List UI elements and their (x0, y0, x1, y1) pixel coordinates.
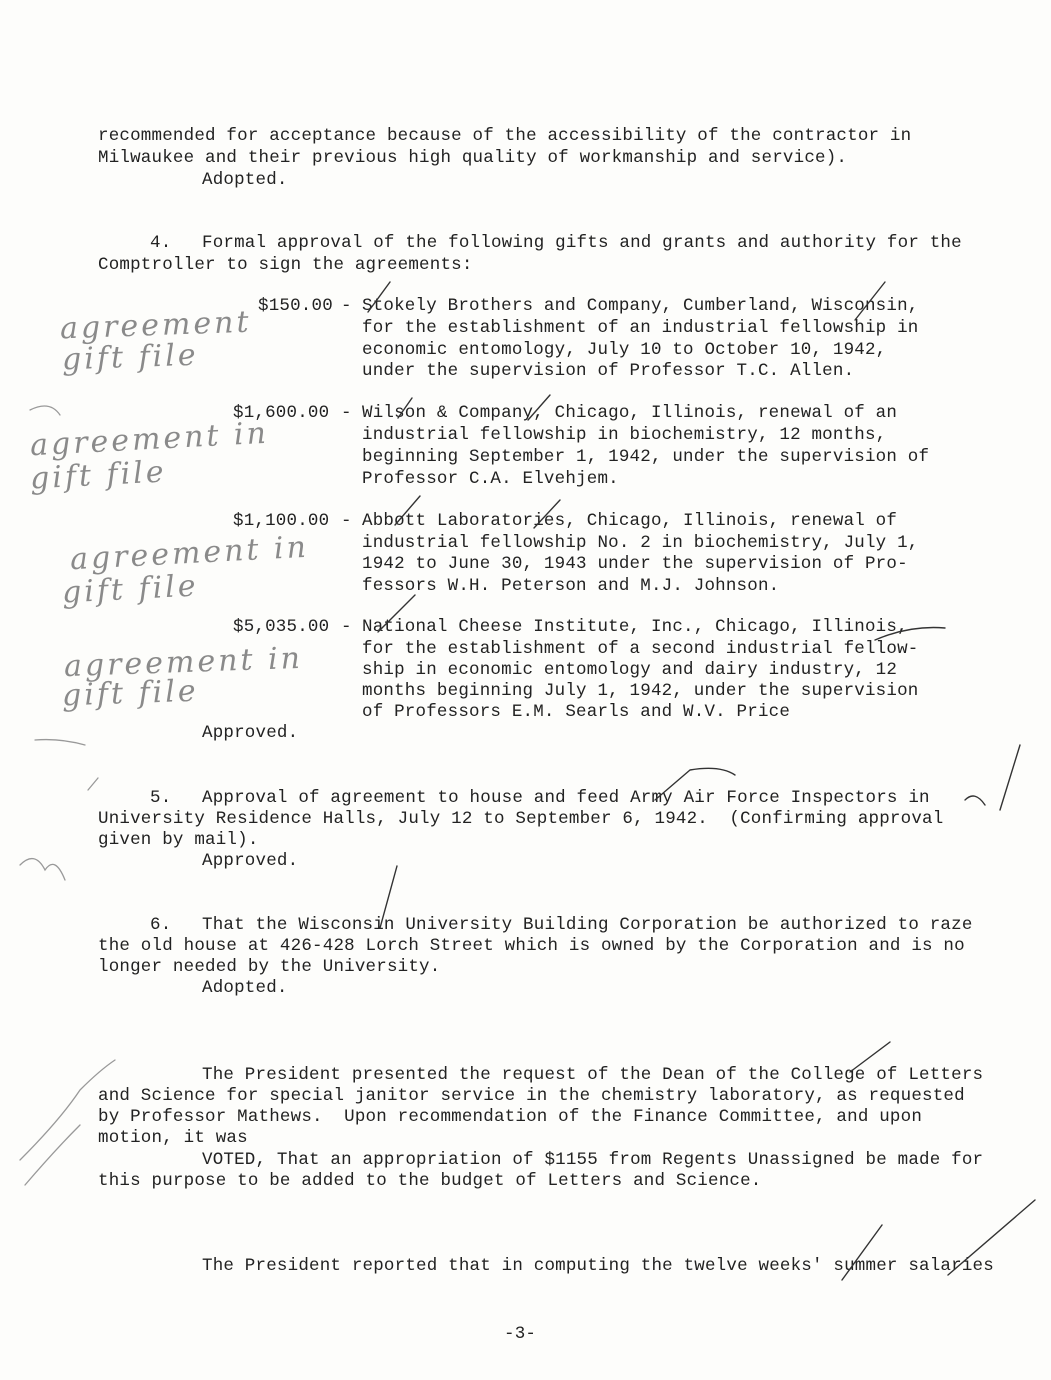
grant-line: for the establishment of a second industrial fellow- (362, 639, 919, 659)
margin-scribble-icon (30, 406, 60, 415)
grant-amount: $1,600.00 (233, 403, 330, 423)
margin-scribble-icon (25, 1125, 80, 1185)
item6-result: Adopted. (202, 978, 288, 998)
item6-number: 6. (150, 915, 172, 935)
summer-line: The President reported that in computing the twelve weeks' summer salaries (202, 1256, 994, 1276)
item5-number: 5. (150, 788, 172, 808)
handwritten-note: gift file (61, 337, 200, 378)
grant-line: National Cheese Institute, Inc., Chicago, Illinois, (362, 617, 908, 637)
grant-dash: - (341, 403, 352, 423)
grant-line: under the supervision of Professor T.C. Allen. (362, 361, 855, 381)
grant-dash: - (341, 296, 352, 316)
item6-line: longer needed by the University. (98, 957, 441, 977)
check-mark-icon (1000, 745, 1020, 810)
item5-line: Approval of agreement to house and feed Army Air Force Inspectors in (202, 788, 930, 808)
intro-line-1: recommended for acceptance because of the accessibility of the contractor in (98, 126, 912, 146)
margin-scribble-icon (35, 740, 85, 745)
grant-line: industrial fellowship in biochemistry, 12 months, (362, 425, 887, 445)
grant-line: Stokely Brothers and Company, Cumberland, Wisconsin, (362, 296, 919, 316)
item5-line: given by mail). (98, 830, 259, 850)
grant-dash: - (341, 511, 352, 531)
grant-amount: $1,100.00 (233, 511, 330, 531)
grant-line: 1942 to June 30, 1943 under the supervision of Pro- (362, 554, 908, 574)
janitor-line: motion, it was (98, 1128, 248, 1148)
grant-line: ship in economic entomology and dairy industry, 12 (362, 660, 898, 680)
grant-line: industrial fellowship No. 2 in biochemistry, July 1, (362, 533, 919, 553)
item6-line: the old house at 426-428 Lorch Street which is owned by the Corporation and is no (98, 936, 965, 956)
handwritten-note: gift file (61, 673, 200, 714)
handwritten-note: agreement in (29, 415, 270, 464)
janitor-line: by Professor Mathews. Upon recommendation of the Finance Committee, and upon (98, 1107, 923, 1127)
handwritten-note: agreement (59, 304, 253, 347)
handwritten-note: agreement in (63, 640, 304, 685)
janitor-line: The President presented the request of the Dean of the College of Letters (202, 1065, 984, 1085)
grant-line: Professor C.A. Elvehjem. (362, 469, 619, 489)
janitor-line: this purpose to be added to the budget of Letters and Science. (98, 1171, 762, 1191)
janitor-line: and Science for special janitor service in the chemistry laboratory, as requested (98, 1086, 965, 1106)
grant-line: for the establishment of an industrial fellowship in (362, 318, 919, 338)
grant-line: months beginning July 1, 1942, under the supervision (362, 681, 919, 701)
grant-line: of Professors E.M. Searls and W.V. Price (362, 702, 791, 722)
intro-line-2: Milwaukee and their previous high quality of workmanship and service). (98, 148, 848, 168)
grant-line: fessors W.H. Peterson and M.J. Johnson. (362, 576, 780, 596)
grant-line: Wilson & Company, Chicago, Illinois, renewal of an (362, 403, 898, 423)
item6-line: That the Wisconsin University Building Corporation be authorized to raze (202, 915, 973, 935)
grant-dash: - (341, 617, 352, 637)
handwritten-note: gift file (61, 568, 200, 611)
grant-line: Abbott Laboratories, Chicago, Illinois, renewal of (362, 511, 898, 531)
margin-scribble-icon (20, 859, 65, 880)
item5-line: University Residence Halls, July 12 to September 6, 1942. (Confirming approval (98, 809, 944, 829)
grant-line: economic entomology, July 10 to October 10, 1942, (362, 340, 887, 360)
intro-result: Adopted. (202, 170, 288, 190)
grant-amount: $5,035.00 (233, 617, 330, 637)
page-number: -3- (504, 1324, 537, 1344)
item4-text-line-1: Formal approval of the following gifts and grants and authority for the (202, 233, 962, 253)
item5-result: Approved. (202, 851, 299, 871)
check-mark-icon (965, 796, 985, 805)
item4-text-line-2: Comptroller to sign the agreements: (98, 255, 473, 275)
item4-number: 4. (150, 233, 172, 253)
item4-result: Approved. (202, 723, 299, 743)
margin-scribble-icon (88, 778, 98, 790)
janitor-voted: VOTED, That an appropriation of $1155 from Regents Unassigned be made for (202, 1150, 984, 1170)
handwritten-note: agreement in (69, 529, 310, 578)
grant-amount: $150.00 (258, 296, 333, 316)
handwritten-note: gift file (29, 454, 168, 497)
grant-line: beginning September 1, 1942, under the supervision of (362, 447, 930, 467)
